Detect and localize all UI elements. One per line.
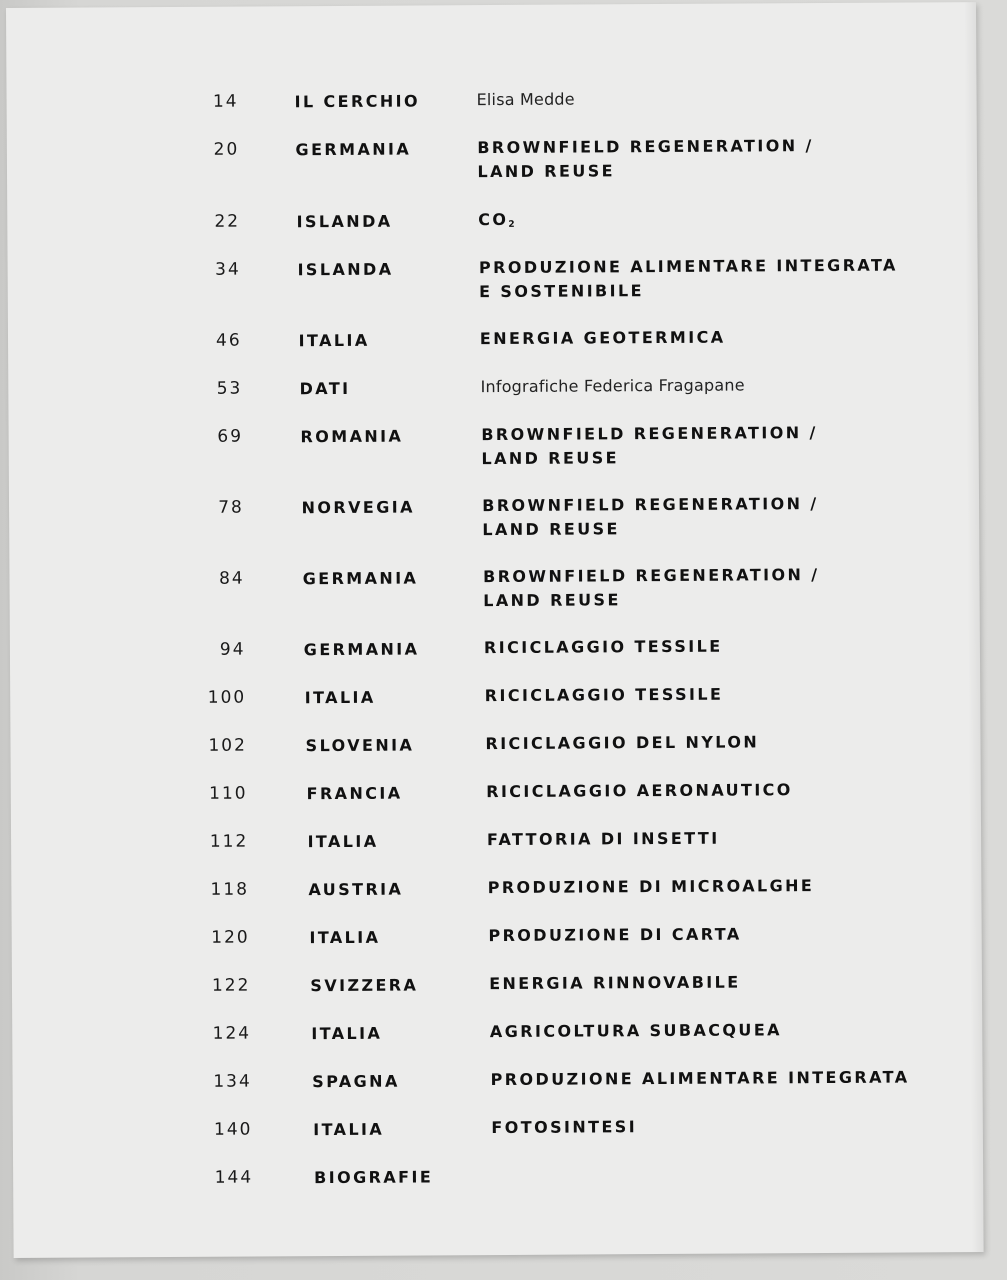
section-topic [490,1017,950,1044]
toc-entry [11,874,981,900]
section-topic [482,491,942,542]
page-number: 134 [213,1071,252,1092]
section-place: ITALIA [307,831,379,852]
page-number: 69 [217,426,244,447]
page-number: 84 [218,568,245,589]
page-number: 53 [216,378,243,399]
toc-entry [9,563,979,611]
toc-entry [12,970,982,996]
page-number: 144 [214,1167,254,1188]
page-number: 102 [208,735,247,756]
section-place: IL CERCHIO [294,91,421,112]
section-place: SLOVENIA [305,735,415,756]
topic-line: E SOSTENIBILE [479,281,644,302]
page-number: 120 [211,927,250,948]
topic-line: LAND REUSE [482,519,620,540]
topic-line: RICICLAGGIO TESSILE [484,684,724,706]
topic-line: RICICLAGGIO DEL NYLON [485,732,760,754]
toc-entry [11,778,981,804]
topic-line: RICICLAGGIO TESSILE [483,636,723,658]
page-number: 122 [211,975,251,996]
section-topic [491,1065,951,1092]
section-topic [479,253,939,304]
section-place: GERMANIA [302,568,419,589]
page-number: 112 [209,831,249,852]
topic-line-with-subscript [478,205,938,237]
page-number: 124 [212,1023,252,1044]
table-of-contents [6,2,984,1258]
section-place: SPAGNA [312,1071,400,1092]
topic-line: CO [478,209,509,230]
section-topic [485,681,945,708]
section-place: AUSTRIA [308,879,404,900]
subscript-digit: 2 [508,219,515,230]
toc-entry [10,682,980,708]
section-place: NORVEGIA [301,497,415,518]
toc-entry [9,421,979,469]
section-topic [483,562,943,613]
topic-line: FATTORIA DI INSETTI [486,828,720,850]
topic-line: PRODUZIONE ALIMENTARE INTEGRATA [490,1067,910,1090]
section-place: SVIZZERA [310,975,419,996]
section-topic [489,969,949,996]
section-place: ITALIA [311,1023,383,1044]
section-topic [488,921,948,948]
section-topic [487,825,947,852]
topic-line: LAND REUSE [483,590,621,611]
section-topic [481,372,941,399]
topic-line: RICICLAGGIO AERONAUTICO [486,780,793,802]
topic-line: Elisa Medde [476,89,575,110]
section-topic [478,205,938,237]
topic-line: ENERGIA RINNOVABILE [489,972,741,994]
page-number: 46 [215,330,242,351]
toc-entry [8,325,978,351]
topic-line: LAND REUSE [477,161,616,182]
page-number: 110 [209,783,248,804]
section-place: ROMANIA [300,426,404,447]
section-topic [484,633,944,660]
toc-entry [8,373,978,399]
section-place: ITALIA [309,927,381,948]
section-place: GERMANIA [303,639,420,660]
topic-line: ENERGIA GEOTERMICA [479,327,726,349]
topic-line: BROWNFIELD REGENERATION / [483,565,820,587]
section-topic [481,420,941,471]
toc-entry [12,1066,982,1092]
section-place: BIOGRAFIE [314,1167,434,1188]
section-place: ISLANDA [296,211,393,232]
topic-line: PRODUZIONE DI CARTA [488,924,742,946]
page-number: 78 [218,497,244,518]
toc-entry [13,1114,983,1140]
section-topic [486,777,946,804]
section-place: GERMANIA [295,139,412,160]
topic-line: LAND REUSE [481,448,620,469]
section-topic [477,133,937,184]
toc-entry [12,1018,982,1044]
toc-entry [8,254,978,302]
topic-line: PRODUZIONE ALIMENTARE INTEGRATA [478,255,898,278]
section-place: ISLANDA [297,259,394,280]
page-number: 34 [215,259,241,280]
topic-line: AGRICOLTURA SUBACQUEA [489,1020,782,1042]
page-number: 100 [207,687,247,708]
section-topic [485,729,945,756]
toc-entry [13,1162,983,1188]
toc-entry [7,134,977,182]
section-place: DATI [299,378,351,399]
page-number: 94 [219,639,246,660]
section-topic [488,873,948,900]
topic-line: BROWNFIELD REGENERATION / [477,136,814,158]
page-number: 118 [210,879,250,900]
topic-line: Infografiche Federica Fragapane [480,375,745,397]
page-number: 20 [213,139,240,160]
toc-entry [10,730,980,756]
section-topic [491,1113,951,1140]
toc-entry [9,492,979,540]
toc-entry [12,922,982,948]
topic-line: BROWNFIELD REGENERATION / [482,494,819,516]
toc-entry [7,86,977,112]
topic-line: BROWNFIELD REGENERATION / [481,423,818,445]
topic-line: PRODUZIONE DI MICROALGHE [487,876,815,898]
section-place: ITALIA [304,687,376,708]
toc-entry [10,634,980,660]
section-place: ITALIA [298,330,370,351]
toc-entry [11,826,981,852]
book-page [6,2,984,1258]
section-place: FRANCIA [306,783,403,804]
section-place: ITALIA [313,1119,385,1140]
section-topic [480,324,940,351]
page-number: 22 [214,211,241,232]
topic-line: FOTOSINTESI [491,1117,638,1138]
page-number: 14 [212,91,239,112]
page-number: 140 [213,1119,253,1140]
section-topic [476,85,936,112]
toc-entry [7,206,977,232]
